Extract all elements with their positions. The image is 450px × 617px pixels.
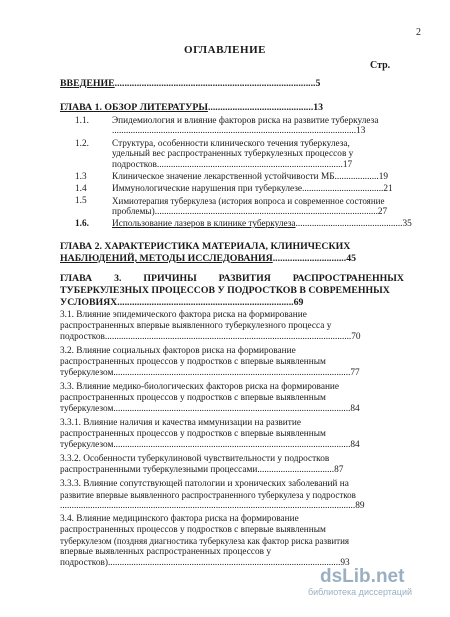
toc-item-3-3[interactable]: 3.3. Влияние медико-биологических факторов риска на формирование xyxy=(60,382,340,392)
watermark-subtitle: библиотека диссертаций xyxy=(308,587,413,597)
toc-item-1-1[interactable]: Эпидемиология и влияние факторов риска на развитие туберкулеза xyxy=(112,116,379,126)
toc-item-3-3-1-line2: распространенных процессов у подростков с впервые выявленным xyxy=(60,429,326,439)
page-number: 2 xyxy=(416,27,421,38)
toc-item-3-3-3-line2: развитие впервые выявленного распространенного туберкулеза у подростков xyxy=(60,490,356,500)
toc-item-3-4-line2: распространенных процессов у подростков с впервые выявленным xyxy=(60,525,326,535)
toc-item-3-4[interactable]: 3.4. Влияние медицинского фактора риска на формирование xyxy=(60,514,299,524)
toc-item-3-4-line4: впервые выявленных распространенных процессов у xyxy=(60,547,271,557)
toc-item-3-4-line3: туберкулезом (поздняя диагностика туберкулеза как фактор риска развития xyxy=(60,536,350,546)
toc-item-3-3-line3: туберкулезом......................................................................................................84 xyxy=(60,404,360,414)
toc-item-3-3-3-line3: ...............................................................................................................................89 xyxy=(60,501,365,511)
watermark-logo: dsLib.net xyxy=(320,566,405,587)
toc-item-3-3-3[interactable]: 3.3.3. Влияние сопутствующей патологии и хронических заболеваний на xyxy=(60,479,349,489)
toc-item-3-2[interactable]: 3.2. Влияние социальных факторов риска на формирование xyxy=(60,346,296,356)
toc-item-number: 1.6. xyxy=(75,219,89,229)
page-column-label: Стр. xyxy=(370,60,391,71)
toc-item-3-3-2[interactable]: 3.3.2. Особенности туберкулиновой чувствительности у подростков xyxy=(60,454,330,464)
toc-item-1-4[interactable]: Иммунологические нарушения при туберкулезе...................................21 xyxy=(112,184,393,194)
toc-item-3-3-2-line2: распространенными туберкулезными процессами.................................87 xyxy=(60,465,344,475)
toc-item-3-3-1[interactable]: 3.3.1. Влияние наличия и качества иммунизации на развитие xyxy=(60,418,301,428)
toc-item-1-3[interactable]: Клиническое значение лекарственной устойчивости МБ...................19 xyxy=(112,172,389,182)
toc-item-1-2[interactable]: Структура, особенности клинического течения туберкулеза, xyxy=(112,139,350,149)
toc-item-3-1-line3: подростков..........................................................................................................70 xyxy=(60,332,361,342)
toc-chapter-2-line2: НАБЛЮДЕНИЙ, МЕТОДЫ ИССЛЕДОВАНИЯ..............................45 xyxy=(60,253,356,264)
toc-item-3-3-line2: распространенных процессов у подростков с впервые выявленным xyxy=(60,393,326,403)
toc-item-3-3-1-line3: туберкулезом......................................................................................................84 xyxy=(60,440,360,450)
toc-item-number: 1.2. xyxy=(75,139,89,149)
toc-item-number: 1.4 xyxy=(75,184,87,194)
toc-item-1-6[interactable]: Использование лазеров в клинике туберкулеза..............................................35 xyxy=(112,219,412,229)
toc-item-1-2-line2: удельный вес распространенных туберкулезных процессов у xyxy=(112,149,354,159)
toc-item-number: 1.1. xyxy=(75,116,89,126)
toc-item-1-1-page: .........................................................................................................13 xyxy=(112,126,366,136)
watermark xyxy=(308,566,413,597)
toc-item-1-5[interactable]: Химиотерапия туберкулеза (история вопроса и современное состояние xyxy=(112,196,385,206)
toc-item-3-1[interactable]: 3.1. Влияние эпидемического фактора риска на формирование xyxy=(60,310,307,320)
toc-intro[interactable]: ВВЕДЕНИЕ..................................................................................5 xyxy=(60,78,321,89)
toc-item-number: 1.3 xyxy=(75,172,87,182)
toc-item-1-2-line3: подростков................................................................................17 xyxy=(112,160,353,170)
toc-item-3-1-line2: распространенных впервые выявленного туберкулезного процесса у xyxy=(60,321,332,331)
toc-item-3-2-line2: распространенных процессов у подростков с впервые выявленным xyxy=(60,357,326,367)
toc-chapter-1[interactable]: ГЛАВА 1. ОБЗОР ЛИТЕРАТУРЫ...........................................13 xyxy=(60,102,324,113)
page-title: ОГЛАВЛЕНИЕ xyxy=(184,44,266,56)
toc-item-3-2-line3: туберкулезом......................................................................................................77 xyxy=(60,368,360,378)
toc-item-3-4-line5: подростков)....................................................................................................93 xyxy=(60,558,350,568)
toc-item-number: 1.5 xyxy=(75,196,87,206)
toc-item-1-5-line2: проблемы)................................................................................................27 xyxy=(112,207,388,217)
toc-chapter-3-line3: УСЛОВИЯХ........................................................................69 xyxy=(60,297,304,308)
toc-chapter-3-line2: ТУБЕРКУЛЕЗНЫХ ПРОЦЕССОВ У ПОДРОСТКОВ В СОВРЕМЕННЫХ xyxy=(60,285,390,296)
toc-chapter-3[interactable]: ГЛАВА 3. ПРИЧИНЫ РАЗВИТИЯ РАСПРОСТРАНЕННЫХ xyxy=(60,273,404,284)
toc-chapter-2[interactable]: ГЛАВА 2. ХАРАКТЕРИСТИКА МАТЕРИАЛА, КЛИНИЧЕСКИХ xyxy=(60,241,351,252)
